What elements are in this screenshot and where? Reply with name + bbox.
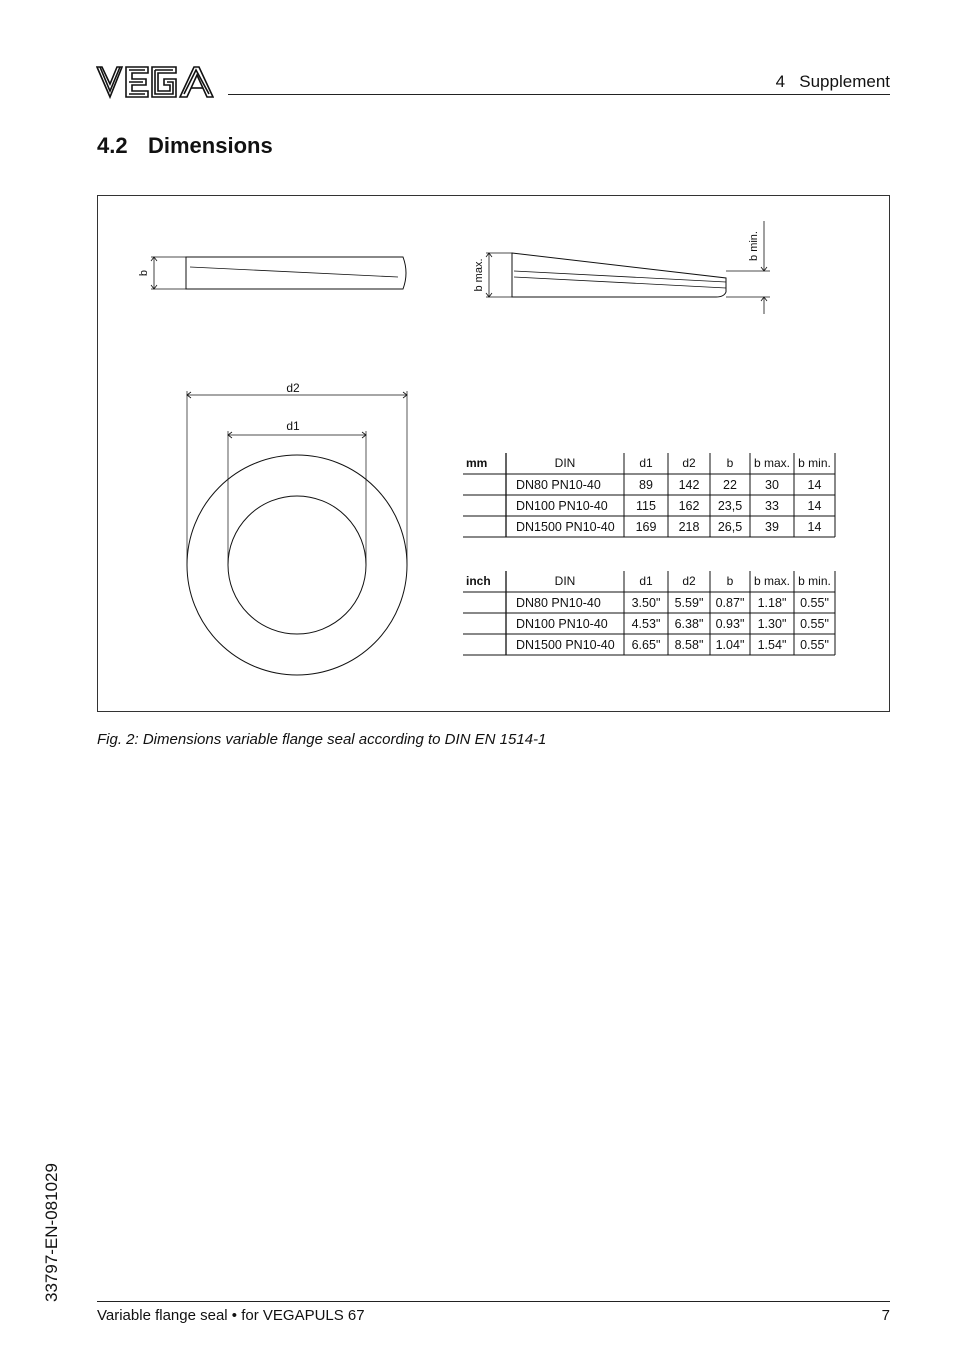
page-title: [97, 133, 273, 159]
table-cell: 142: [678, 478, 700, 492]
vega-logo: [96, 64, 214, 100]
table-cell: DN80 PN10-40: [516, 596, 601, 610]
table-cell: 162: [678, 499, 700, 513]
table-cell: DN1500 PN10-40: [516, 520, 615, 534]
table-cell: 169: [635, 520, 657, 534]
table-cell: 14: [807, 478, 822, 492]
table-cell: DN100 PN10-40: [516, 499, 608, 513]
table-unit-label: mm: [466, 456, 488, 470]
table-cell: 4.53": [631, 617, 661, 631]
dim-label-bmin: b min.: [747, 231, 760, 261]
dim-label-b: b: [137, 269, 150, 277]
table-cell: DN1500 PN10-40: [516, 638, 615, 652]
figure-frame: [97, 195, 890, 712]
table-cell: 0.55": [800, 596, 829, 610]
table-cell: 1.54": [757, 638, 787, 652]
table-cell: 1.18": [757, 596, 787, 610]
table-cell: 89: [639, 478, 653, 492]
dim-label-d2: d2: [286, 381, 300, 395]
table-cell: 33: [765, 499, 779, 513]
table-header-cell: DIN: [554, 574, 576, 588]
table-unit-label: inch: [466, 574, 491, 588]
table-header-cell: d1: [639, 574, 653, 588]
page-number: 7: [881, 1307, 890, 1324]
flat-seal-profile: [186, 257, 406, 289]
table-cell: 39: [765, 520, 779, 534]
outer-ring-circle: [187, 455, 407, 675]
table-cell: 0.55": [800, 638, 829, 652]
table-cell: 1.30": [757, 617, 787, 631]
table-cell: 115: [636, 499, 656, 513]
table-cell: 1.04": [715, 638, 745, 652]
table-cell: 26,5: [717, 520, 743, 534]
tapered-seal-profile: [512, 253, 726, 297]
table-header-cell: d1: [639, 456, 653, 470]
table-cell: 5.59": [674, 596, 704, 610]
footer-rule: [97, 1301, 890, 1302]
figure-caption: Fig. 2: Dimensions variable flange seal according to DIN EN 1514-1: [97, 731, 547, 748]
table-cell: 23,5: [717, 499, 743, 513]
dimension-drawing: [98, 196, 889, 711]
table-cell: 14: [807, 499, 822, 513]
table-header-cell: DIN: [554, 456, 576, 470]
table-cell: 0.55": [800, 617, 829, 631]
table-cell: 8.58": [674, 638, 704, 652]
dim-label-d1: d1: [286, 419, 300, 433]
table-cell: 6.65": [631, 638, 661, 652]
table-cell: 22: [723, 478, 737, 492]
table-header-cell: b max.: [753, 574, 791, 588]
dimension-tables: [463, 453, 835, 655]
table-cell: 218: [678, 520, 700, 534]
table-cell: DN100 PN10-40: [516, 617, 608, 631]
table-header-cell: d2: [682, 456, 696, 470]
table-cell: 0.87": [715, 596, 745, 610]
table-header-cell: b max.: [753, 456, 791, 470]
table-header-cell: b min.: [798, 574, 831, 588]
table-header-cell: b: [726, 574, 734, 588]
table-header-cell: b min.: [798, 456, 831, 470]
table-cell: 3.50": [631, 596, 661, 610]
table-cell: 30: [765, 478, 779, 492]
table-cell: 0.93": [715, 617, 745, 631]
footer-title: Variable flange seal • for VEGAPULS 67: [97, 1307, 365, 1324]
dim-label-bmax: b max.: [472, 258, 485, 292]
table-cell: DN80 PN10-40: [516, 478, 601, 492]
table-header-cell: d2: [682, 574, 696, 588]
table-header-cell: b: [726, 456, 734, 470]
section-number: 4.2: [97, 133, 128, 158]
document-id: 33797-EN-081029: [42, 1163, 61, 1302]
table-cell: 6.38": [674, 617, 704, 631]
section-title: Dimensions: [148, 133, 273, 158]
table-cell: 14: [807, 520, 822, 534]
inner-ring-circle: [228, 496, 366, 634]
header-rule: [228, 94, 890, 95]
header-section-label: 4 Supplement: [775, 72, 890, 91]
